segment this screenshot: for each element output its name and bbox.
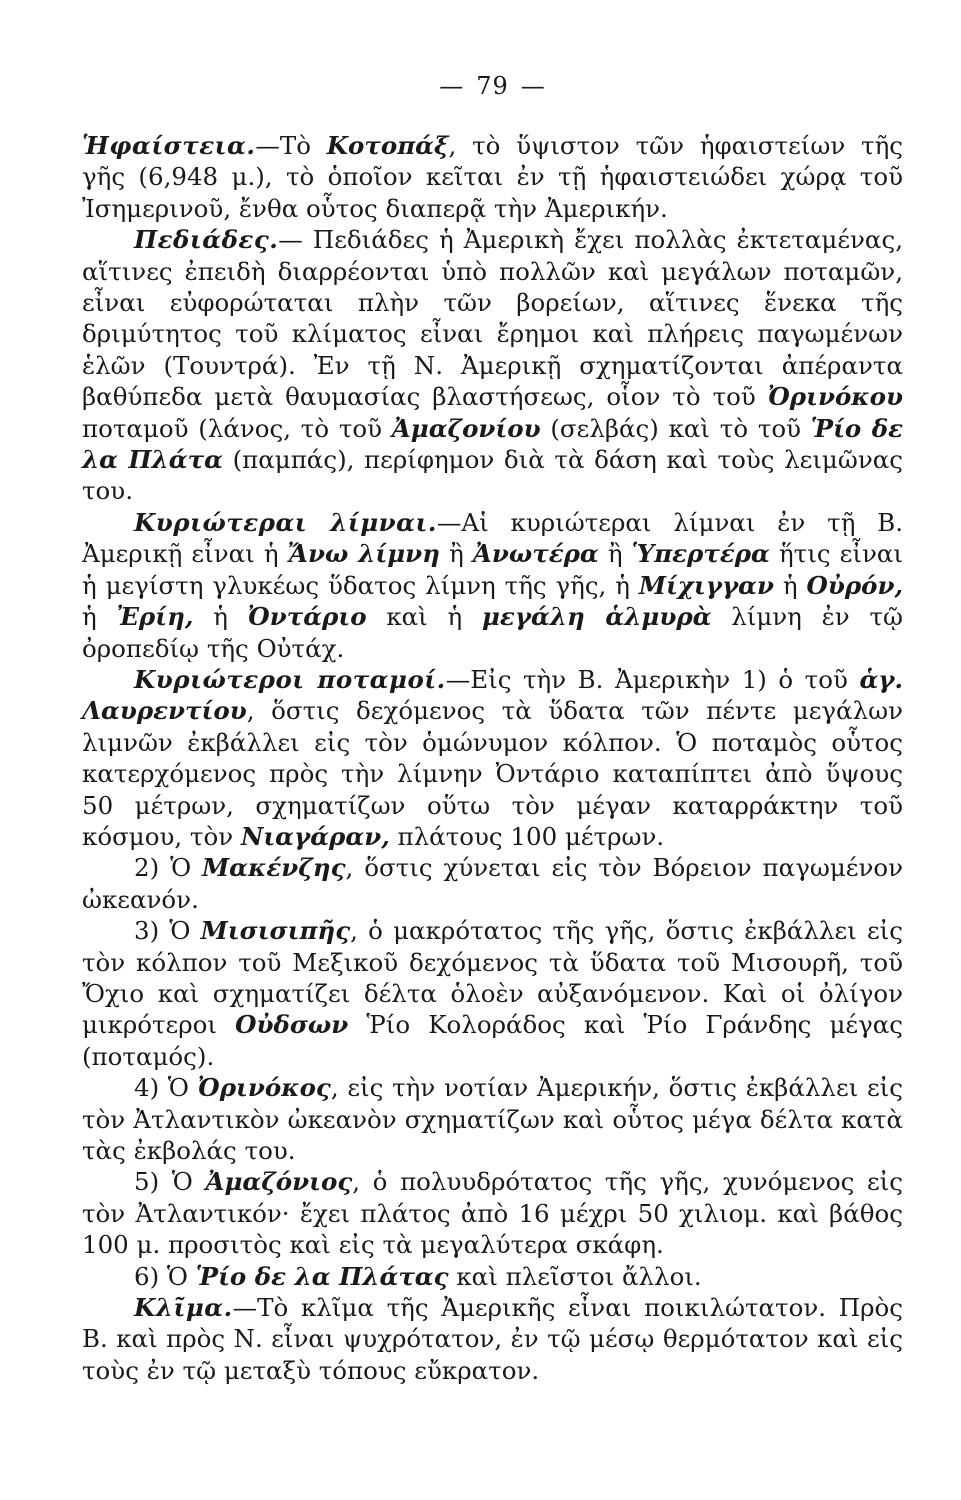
text-span: —Τὸ [255,131,327,160]
text-span: , ὁ πολυυδρότατος τῆς γῆς, χυνόμενος εἰς τὸν Ἀτλαντικόν· ἔχει πλάτος ἀπὸ 16 μέχρι 50 χιλιομ. καὶ βάθος 100 μ. προσιτὸς καὶ εἰς τὰ μεγαλύτερα σκάφη. [82,1167,903,1260]
section-heading-climate: Κλῖμα. [134,1293,233,1323]
emphasis-term: Οὐδσων [235,1010,349,1040]
paragraph-river-6 [82,1261,903,1292]
paragraph-river-3 [82,915,903,1072]
text-span: (σελβάς) καὶ τὸ τοῦ [540,413,811,443]
text-span: —Τὸ κλῖμα τῆς Ἀμερικῆς εἶναι ποικιλώτατον. Πρὸς Β. καὶ πρὸς Ν. εἶναι ψυχρότατον, ἐν τῷ μέσῳ θερμότατον καὶ εἰς τοὺς ἐν τῷ μεταξὺ τόπους εὔκρατον. [82,1293,903,1385]
text-span: 3) Ὁ [134,916,201,946]
paragraph-river-5 [82,1166,903,1260]
emphasis-term: Ὀρινόκου [767,382,903,412]
text-span: 4) Ὁ [134,1073,198,1103]
text-span: 2) Ὁ [134,853,203,883]
text-span: , ὁ μακρότατος τῆς γῆς, ὅστις ἐκβάλλει εἰς τὸν κόλπον τοῦ Μεξικοῦ δεχόμενος τὰ ὕδατα τοῦ Μισουρῆ, τοῦ Ὄχιο καὶ σχηματίζει δέλτα ὁλοὲν αὐξανόμενον. Καὶ οἱ ὀλίγον μικρότεροι [82,916,903,1040]
section-heading-plains: Πεδιάδες. [134,225,279,255]
emphasis-term: Ὀντάριο [247,602,367,632]
paragraph-volcanoes [82,130,903,224]
page-number-dash-left: — [439,72,465,100]
text-span: —Εἰς τὴν Β. Ἀμερικὴν 1) ὁ τοῦ [445,664,860,694]
emphasis-term: Νιαγάραν, [240,821,390,851]
text-span: ἡ [82,602,117,632]
page-number-dash-right: — [520,72,546,100]
emphasis-term: Μίχιγγαν [638,570,774,600]
text-span: , ὅστις δεχόμενος τὰ ὕδατα τῶν πέντε μεγάλων λιμνῶν ἐκβάλλει εἰς τὸν ὁμώνυμον κόλπον. Ὁ ποταμὸς οὗτος κατερχόμενος πρὸς τὴν λίμνην Ὀντάριο καταπίπτει ἀπὸ ὕψους 50 μέτρων, σχηματίζων οὕτω τὸν μέγαν καταρράκτην τοῦ κόσμου, τὸν [82,696,903,851]
text-span: , εἰς τὴν νοτίαν Ἀμερικήν, ὅστις ἐκβάλλει εἰς τὸν Ἀτλαντικὸν ὠκεανὸν σχηματίζων καὶ οὗτος μέγα δέλτα κατὰ τὰς ἐκβολάς του. [82,1073,903,1165]
emphasis-term: Ἀμαζόνιος [205,1167,353,1197]
paragraph-rivers [82,664,903,852]
paragraph-plains [82,224,903,507]
text-span: καὶ πλεῖστοι ἄλλοι. [448,1261,702,1291]
emphasis-term: Ὑπερτέρα [631,539,770,569]
emphasis-term: μεγάλη ἁλμυρὰ [482,602,712,632]
text-span: ἢ [439,539,473,569]
paragraph-river-4 [82,1072,903,1166]
emphasis-term: Ῥίο δε λα Πλάτα [82,413,903,475]
emphasis-term: Κοτοπάξ [326,131,449,160]
text-span: — Πεδιάδες ἡ Ἀμερικὴ ἔχει πολλὰς ἐκτεταμένας, αἵτινες ἐπειδὴ διαρρέονται ὑπὸ πολλῶν καὶ μεγάλων ποταμῶν, εἶναι εὐφορώταται πλὴν τῶν βορείων, αἵτινες ἕνεκα τῆς δριμύτητος τοῦ κλίματος εἶναι ἔρημοι καὶ πλήρεις παγωμένων ἑλῶν (Τουντρά). Ἐν τῇ Ν. Ἀμερικῇ σχηματίζονται ἀπέραντα βαθύπεδα μετὰ θαυμασίας βλαστήσεως, οἷον τὸ τοῦ [82,225,903,412]
text-span: , τὸ ὕψιστον τῶν ἡφαιστείων τῆς γῆς (6,948 μ.), τὸ ὁποῖον κεῖται ἐν τῇ ἡφαιστειώδει χώρᾳ τοῦ Ἰσημερινοῦ, ἔνθα οὗτος διαπερᾷ τὴν Ἀμερικήν. [82,131,903,223]
text-span: ἡ [193,602,248,632]
emphasis-term: Μισισιπῆς [200,916,351,946]
emphasis-term: ἁγ. Λαυρεντίου [82,664,903,726]
text-span: 6) Ὁ [134,1261,196,1291]
emphasis-term: Ἄνω λίμνη [287,539,440,569]
section-heading-rivers: Κυριώτεροι ποταμοί. [134,664,446,694]
emphasis-term: Μακένζης [202,853,346,883]
text-span: ἡ [773,570,807,600]
text-span: , ὅστις χύνεται εἰς τὸν Βόρειον παγωμένον ὠκεανόν. [82,853,903,914]
text-span: (παμπάς), περίφημον διὰ τὰ δάση καὶ τοὺς λειμῶνας του. [82,445,903,506]
emphasis-term: Ἐρίη, [116,602,194,632]
paragraph-lakes [82,507,903,664]
text-span: 5) Ὁ [134,1167,206,1197]
emphasis-term: Ὀρινόκος [197,1073,331,1103]
paragraph-river-2 [82,852,903,915]
text-span: Ῥίο Κολοράδος καὶ Ῥίο Γράνδης μέγας (ποταμός). [82,1010,903,1071]
text-span: ἥτις εἶναι ἡ μεγίστη γλυκέως ὕδατος λίμνη τῆς γῆς, ἡ [82,539,903,600]
page-number-value: 79 [476,72,509,100]
emphasis-term: Ῥίο δε λα Πλάτας [195,1261,449,1291]
text-span: ποταμοῦ (λάνος, τὸ τοῦ [82,413,392,443]
text-span: λίμνη ἐν τῷ ὀροπεδίῳ τῆς Οὐτάχ. [82,602,903,663]
emphasis-term: Ἀμαζονίου [391,413,541,443]
emphasis-term: Οὐρόν, [806,570,903,600]
paragraph-climate [82,1292,903,1386]
section-heading-volcanoes: Ἡφαίστεια. [82,131,256,160]
text-span: καὶ ἡ [366,602,482,632]
text-span: πλάτους 100 μέτρων. [389,821,665,851]
section-heading-lakes: Κυριώτεραι λίμναι. [134,507,437,537]
text-span: ἢ [598,539,632,569]
page-number [82,72,903,100]
text-span: —Αἱ κυριώτεραι λίμναι ἐν τῇ Β. Ἀμερικῇ εἶναι ἡ [82,507,903,569]
emphasis-term: Ἀνωτέρα [472,539,599,569]
